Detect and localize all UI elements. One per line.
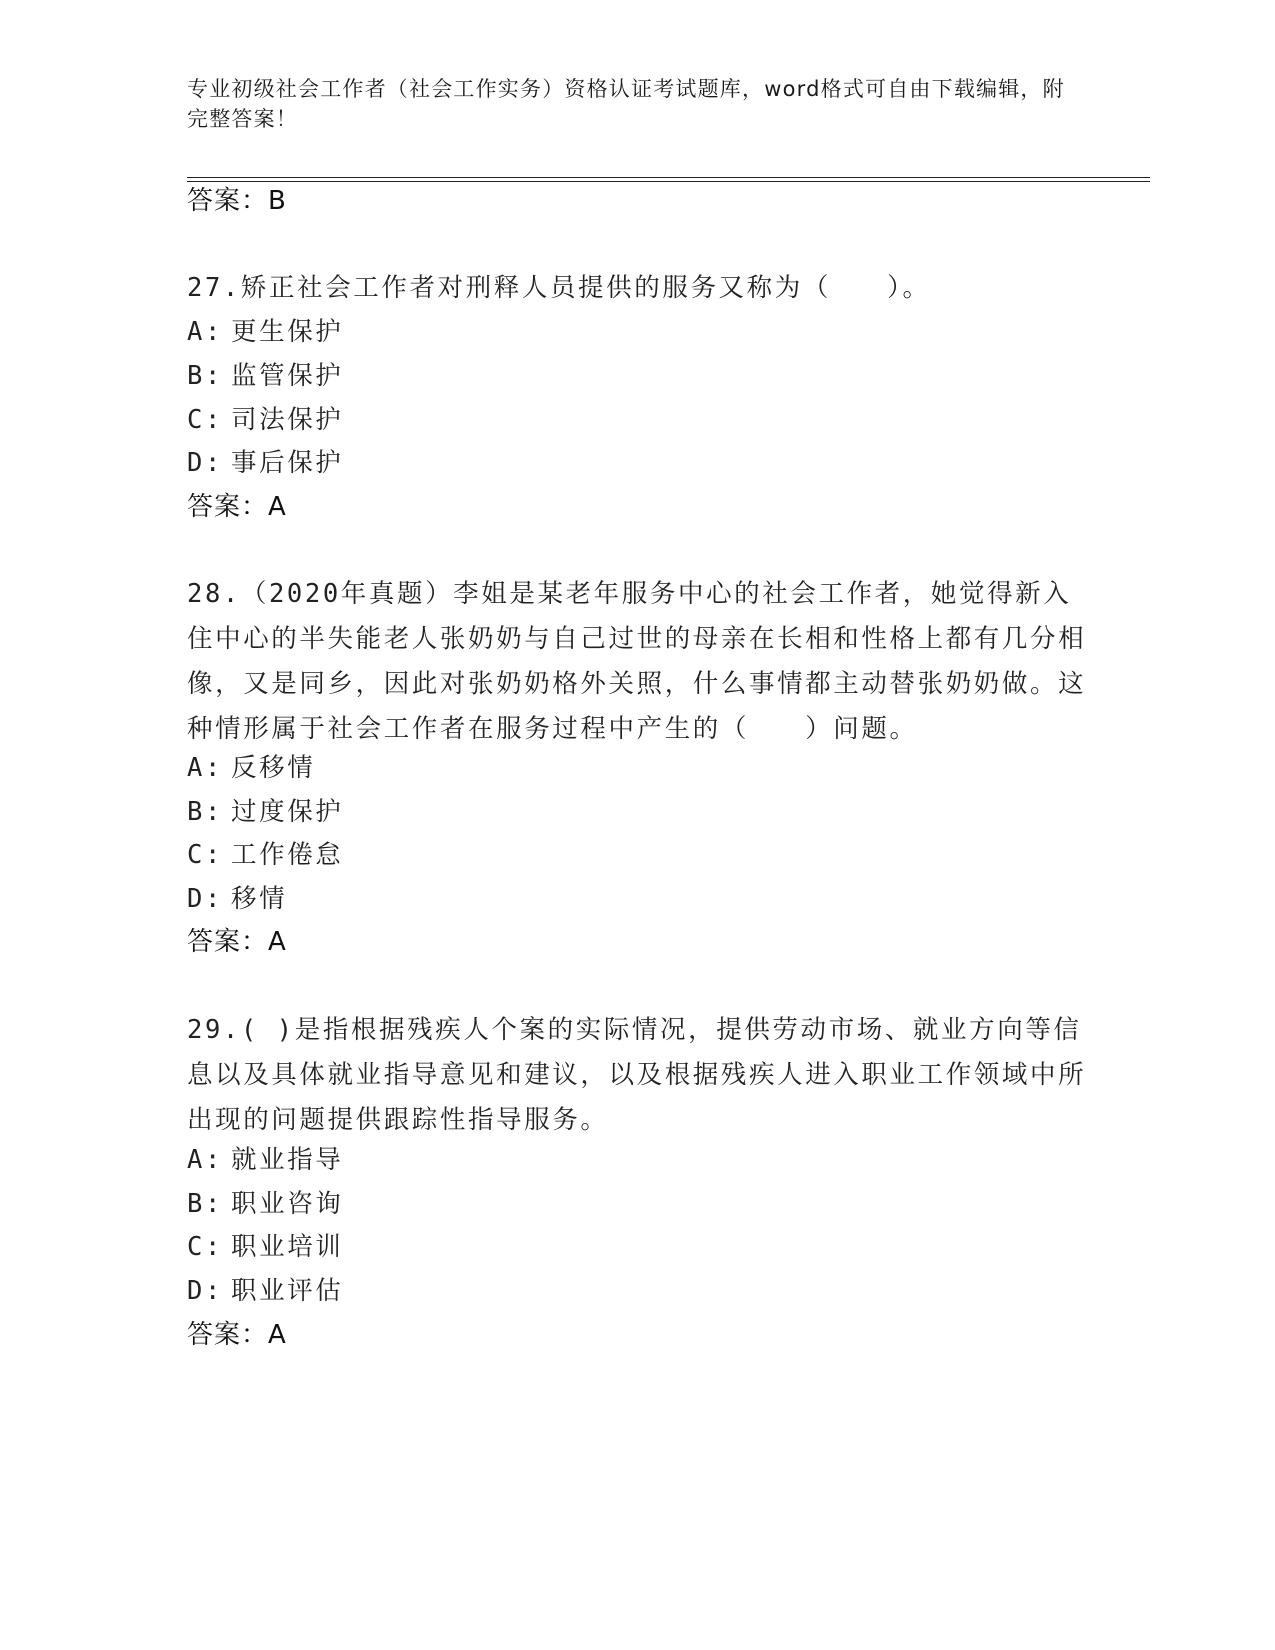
option-key: D: [187, 1276, 223, 1306]
option-text: 就业指导 [231, 1145, 344, 1175]
option-text: 职业评估 [231, 1276, 344, 1306]
option-key: A: [187, 317, 223, 347]
question-28-option-d [187, 882, 287, 916]
question-27-option-c [187, 403, 343, 437]
question-29-answer: 答案：A [187, 1320, 287, 1350]
question-29-option-c [187, 1230, 343, 1264]
document-header: 专业初级社会工作者（社会工作实务）资格认证考试题库，word格式可自由下载编辑，附完整答案！ [187, 77, 1065, 131]
question-27-text: 27.矫正社会工作者对刑释人员提供的服务又称为（ ）。 [187, 273, 931, 303]
question-27-option-b [187, 359, 343, 393]
previous-answer: 答案：B [187, 186, 287, 216]
option-key: A: [187, 1145, 223, 1175]
header-rule-top [187, 177, 1150, 178]
option-key: D: [187, 884, 223, 914]
option-key: A: [187, 753, 223, 783]
question-29-text: 29.( )是指根据残疾人个案的实际情况，提供劳动市场、就业方向等信息以及具体就业指导意见和建议，以及根据残疾人进入职业工作领域中所出现的问题提供跟踪性指导服务。 [187, 1015, 1087, 1135]
option-text: 过度保护 [231, 797, 344, 827]
option-key: C: [187, 840, 223, 870]
option-text: 事后保护 [231, 448, 344, 478]
option-key: B: [187, 797, 223, 827]
option-text: 移情 [231, 884, 288, 914]
question-28-option-c [187, 838, 343, 872]
question-28-option-b [187, 795, 343, 829]
option-key: B: [187, 1189, 223, 1219]
question-27-option-d [187, 446, 343, 480]
option-key: C: [187, 1232, 223, 1262]
option-text: 职业培训 [231, 1232, 344, 1262]
question-28-answer: 答案：A [187, 927, 287, 957]
option-text: 工作倦怠 [231, 840, 344, 870]
option-text: 反移情 [231, 753, 316, 783]
question-27-option-a [187, 315, 343, 349]
question-29-option-b [187, 1187, 343, 1221]
question-29-option-d [187, 1274, 343, 1308]
question-28-text: 28.（2020年真题）李姐是某老年服务中心的社会工作者，她觉得新入住中心的半失能老人张奶奶与自己过世的母亲在长相和性格上都有几分相像，又是同乡，因此对张奶奶格外关照，什么事情都主动替张奶奶做。这种情形属于社会工作者在服务过程中产生的（ ）问题。 [187, 579, 1087, 744]
header-rule-bottom [187, 181, 1150, 182]
option-text: 司法保护 [231, 405, 344, 435]
option-text: 更生保护 [231, 317, 344, 347]
question-29-option-a [187, 1143, 343, 1177]
question-28-option-a [187, 751, 315, 785]
option-text: 职业咨询 [231, 1189, 344, 1219]
option-key: D: [187, 448, 223, 478]
option-key: C: [187, 405, 223, 435]
option-text: 监管保护 [231, 361, 344, 391]
option-key: B: [187, 361, 223, 391]
question-27-answer: 答案：A [187, 492, 287, 522]
